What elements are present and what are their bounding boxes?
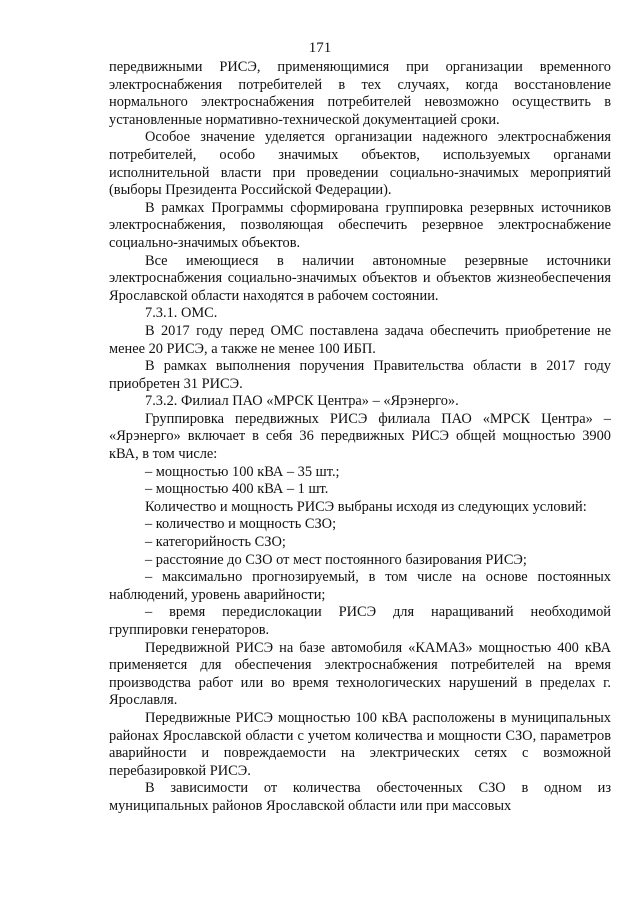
list-item: – категорийность СЗО; (145, 534, 286, 551)
paragraph-autonomous-sources: Все имеющиеся в наличии автономные резервные источники электроснабжения социально-значимых объектов и объектов жизнеобеспечения Ярославской области находятся в рабочем состоянии. (109, 252, 611, 304)
list-item: – расстояние до СЗО от мест постоянного базирования РИСЭ; (145, 551, 527, 568)
section-heading-oms: 7.3.1. ОМС. (145, 305, 218, 322)
paragraph-oms-task: В 2017 году перед ОМС поставлена задача обеспечить приобретение не менее 20 РИСЭ, а также не менее 100 ИБП. (109, 322, 611, 357)
paragraph-kamaz: Передвижной РИСЭ на базе автомобиля «КАМАЗ» мощностью 400 кВА применяется для обеспечения электроснабжения потребителей на время производства работ или во время технологических нарушений в пределах г. Ярославля. (109, 639, 611, 709)
list-item: – мощностью 400 кВА – 1 шт. (145, 481, 329, 498)
paragraph-dependency: В зависимости от количества обесточенных СЗО в одном из муниципальных районов Ярославской области или при массовых (109, 780, 611, 814)
list-item: – максимально прогнозируемый, в том числе на основе постоянных наблюдений, уровень аварийности; (109, 569, 611, 603)
paragraph-100kva-placement: Передвижные РИСЭ мощностью 100 кВА расположены в муниципальных районах Ярославской области с учетом количества и мощности СЗО, параметров аварийности и повреждаемости на электрических сетях с возможной перебазировкой РИСЭ. (109, 709, 611, 779)
paragraph-reliable-supply: Особое значение уделяется организации надежного электроснабжения потребителей, особо значимых объектов, используемых органами исполнительной власти при проведении социально-значимых мероприятий (выборы Президента Российской Федерации). (109, 129, 611, 199)
paragraph-continuation: передвижными РИСЭ, применяющимися при организации временного электроснабжения потребителей в тех случаях, когда восстановление нормального электроснабжения потребителей невозможно осуществить в установленные нормативно-технической документацией сроки. (109, 59, 611, 128)
section-heading-mrsk: 7.3.2. Филиал ПАО «МРСК Центра» – «Ярэнерго». (145, 393, 459, 410)
list-item: – количество и мощность СЗО; (145, 516, 337, 533)
paragraph-conditions-intro: Количество и мощность РИСЭ выбраны исходя из следующих условий: (145, 498, 587, 515)
body-text (109, 59, 611, 816)
list-item: – мощностью 100 кВА – 35 шт.; (145, 463, 340, 480)
list-item: – время передислокации РИСЭ для наращиваний необходимой группировки генераторов. (109, 604, 611, 638)
paragraph-oms-purchased: В рамках выполнения поручения Правительства области в 2017 году приобретен 31 РИСЭ. (109, 358, 611, 392)
paragraph-program-grouping: В рамках Программы сформирована группировка резервных источников электроснабжения, позволяющая обеспечить резервное электроснабжение социально-значимых объектов. (109, 199, 611, 251)
paragraph-mrsk-grouping: Группировка передвижных РИСЭ филиала ПАО «МРСК Центра» – «Ярэнерго» включает в себя 36 передвижных РИСЭ общей мощностью 3900 кВА, в том числе: (109, 410, 611, 463)
page-number: 171 (308, 40, 332, 56)
